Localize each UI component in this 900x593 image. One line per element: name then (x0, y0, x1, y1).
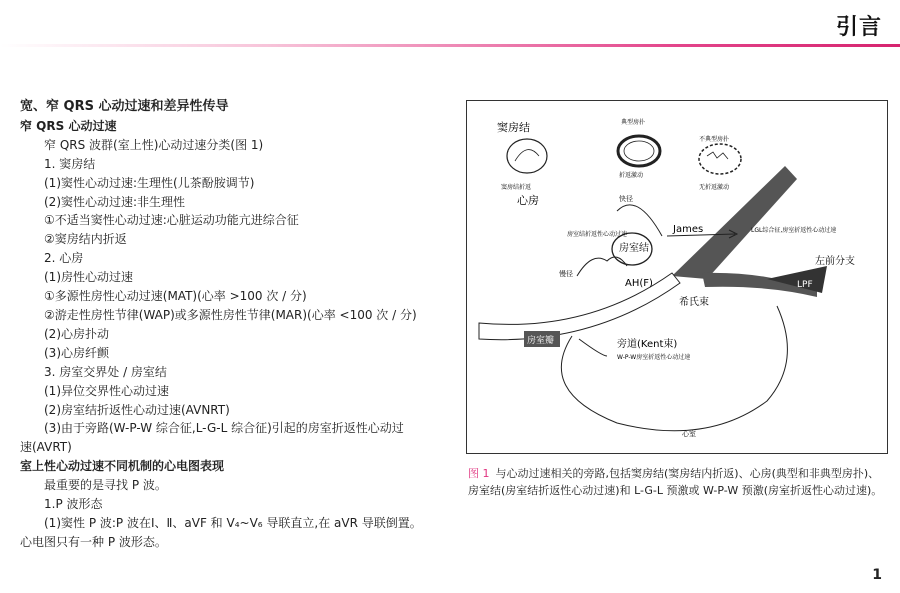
label-ah: AH(F) (625, 278, 653, 289)
text-line: 1. 窦房结 (44, 156, 96, 171)
text-line: (1)窦性心动过速:生理性(儿茶酚胺调节) (44, 175, 255, 190)
caption-text: 与心动过速相关的旁路,包括窦房结(窦房结内折返)、心房(典型和非典型房扑)、房室结(房室结折返性心动过速)和 L-G-L 预激或 W-P-W 预激(房室折返性心动过速)。 (468, 467, 883, 497)
text-line: (3)由于旁路(W-P-W 综合征,L-G-L 综合征)引起的房室折返性心动过 (44, 421, 404, 436)
text-line: 心电图只有一种 P 波形态。 (20, 534, 167, 549)
label-av-reentry: 房室结折返性心动过速 (567, 231, 628, 238)
label-av-ring: 房室瓣 (527, 336, 555, 346)
label-slow-path: 慢径 (559, 270, 573, 278)
text-line: 3. 房室交界处 / 房室结 (44, 364, 167, 379)
text-line: (2)房室结折返性心动过速(AVNRT) (44, 402, 230, 417)
text-line: 1.P 波形态 (44, 497, 103, 512)
label-typical-flutter: 典型房扑 (621, 119, 646, 126)
label-lgl: LGL综合征,房室折返性心动过速 (751, 227, 837, 234)
text-line: ①多源性房性心动过速(MAT)(心率 >100 次 / 分) (44, 289, 307, 304)
label-av-node: 房室结 (619, 243, 649, 254)
label-sa-reentry: 窦房结折返 (501, 184, 532, 191)
text-line: 窄 QRS 波群(室上性)心动过速分类(图 1) (44, 137, 264, 152)
his-bundle-shape (672, 166, 797, 279)
text-line: 速(AVRT) (20, 440, 72, 455)
heading: 宽、窄 QRS 心动过速和差异性传导 (20, 99, 229, 114)
text-line: ②窦房结内折返 (44, 232, 127, 247)
atypical-flutter-shape (699, 144, 741, 174)
sa-node-shape (507, 139, 547, 173)
text-line: ①不适当窦性心动过速:心脏运动功能亢进综合征 (44, 213, 299, 228)
text-line: (2)窦性心动过速:非生理性 (44, 194, 186, 209)
label-laf: 左前分支 (815, 256, 855, 267)
subheading-mechanisms: 室上性心动过速不同机制的心电图表现 (20, 459, 225, 474)
text-line: (1)异位交界性心动过速 (44, 383, 169, 398)
text-line: ②游走性房性节律(WAP)或多源性房性节律(MAR)(心率 <100 次 / 分) (44, 307, 417, 322)
caption-label: 图 1 (468, 467, 490, 480)
figure-caption (468, 465, 888, 499)
text-line: (1)房性心动过速 (44, 270, 133, 285)
subheading-narrow-qrs: 窄 QRS 心动过速 (20, 118, 117, 133)
label-lpf: LPF (797, 280, 813, 290)
label-james: James (673, 224, 704, 235)
label-his: 希氏束 (679, 297, 709, 308)
label-ventricle: 心室 (682, 430, 696, 438)
label-sa-node: 窦房结 (497, 121, 530, 134)
figure-1 (466, 100, 888, 454)
text-line: 最重要的是寻找 P 波。 (44, 478, 167, 493)
label-atrium: 心房 (517, 194, 539, 207)
text-line: 2. 心房 (44, 251, 84, 266)
conduction-diagram (467, 101, 887, 453)
text-line: (2)心房扑动 (44, 326, 109, 341)
label-wpw: W-P-W房室折返性心动过速 (617, 354, 691, 361)
section-title: 引言 (835, 15, 882, 40)
label-kent: 旁道(Kent束) (617, 339, 678, 350)
header-rule (0, 44, 900, 47)
page-number: 1 (872, 567, 882, 583)
body-text (20, 98, 445, 552)
label-atypical-flutter: 不典型房扑 (699, 136, 730, 143)
label-reentry2: 无折返激动 (699, 184, 730, 191)
label-fast-path: 快径 (619, 195, 633, 203)
text-line: (1)窦性 P 波:P 波在Ⅰ、Ⅱ、aVF 和 V₄~V₆ 导联直立,在 aVR 导联倒置。 (44, 515, 422, 530)
text-line: (3)心房纤颤 (44, 345, 109, 360)
label-reentry1: 折返激动 (619, 172, 644, 179)
